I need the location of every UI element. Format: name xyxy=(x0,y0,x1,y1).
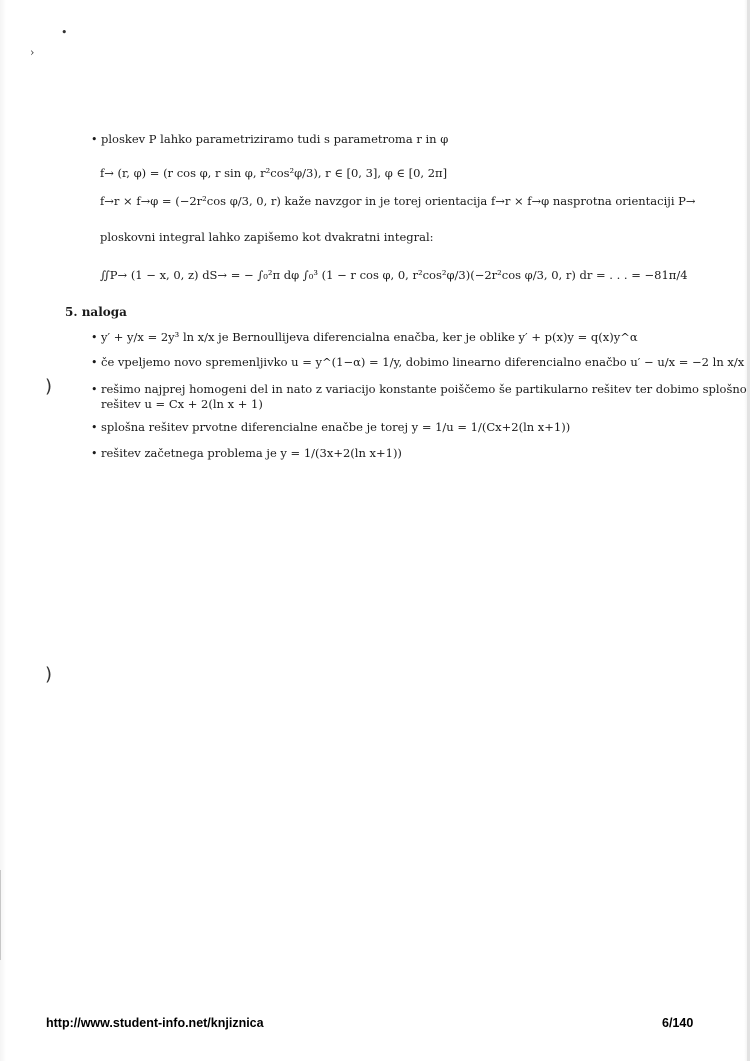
equation-cross-product: f→r × f→φ = (−2r²cos φ/3, 0, r) kaže navzgor in je torej orientacija f→r × f→φ nasprotna orientaciji P→ xyxy=(100,194,696,208)
scan-mark-left: › xyxy=(30,46,35,59)
task5-item: y′ + y/x = 2y³ ln x/x je Bernoullijeva diferencialna enačba, ker je oblike y′ + p(x)y = q(x)y^α xyxy=(101,330,638,344)
margin-paren-2: ) xyxy=(45,664,53,685)
scan-edge-line xyxy=(0,870,1,960)
footer-url-link[interactable]: http://www.student-info.net/knjiznica xyxy=(46,1016,264,1030)
task5-item-continued: rešitev u = Cx + 2(ln x + 1) xyxy=(101,397,263,411)
page-number: 6/140 xyxy=(662,1016,694,1030)
task5-item: splošna rešitev prvotne diferencialne enačbe je torej y = 1/u = 1/(Cx+2(ln x+1)) xyxy=(101,420,571,434)
bullet-marker: • xyxy=(91,447,98,460)
integral-intro: ploskovni integral lahko zapišemo kot dvakratni integral: xyxy=(100,230,434,244)
margin-paren-1: ) xyxy=(45,376,53,397)
bullet-marker: • xyxy=(91,356,98,369)
scan-mark-top: • xyxy=(61,26,68,39)
task5-item: če vpeljemo novo spremenljivko u = y^(1−α) = 1/y, dobimo linearno diferencialno enačbo u′ − u/x = −2 ln x/x xyxy=(101,355,745,369)
bullet-marker: • xyxy=(91,331,98,344)
task5-item: rešitev začetnega problema je y = 1/(3x+2(ln x+1)) xyxy=(101,446,402,460)
bullet-marker: • xyxy=(91,383,98,396)
parametrization-intro: ploskev P lahko parametriziramo tudi s parametroma r in φ xyxy=(101,132,449,146)
task5-heading: 5. naloga xyxy=(65,305,127,319)
bullet-marker: • xyxy=(91,421,98,434)
equation-double-integral: ∬P→ (1 − x, 0, z) dS→ = − ∫₀²π dφ ∫₀³ (1 − r cos φ, 0, r²cos²φ/3)(−2r²cos φ/3, 0, r) dr = . . . = −81π/4 xyxy=(100,268,688,282)
task5-item: rešimo najprej homogeni del in nato z variacijo konstante poiščemo še partikularno rešitev ter dobimo splošno xyxy=(101,382,747,396)
bullet-marker: • xyxy=(91,133,98,146)
equation-parametrization: f→ (r, φ) = (r cos φ, r sin φ, r²cos²φ/3), r ∈ [0, 3], φ ∈ [0, 2π] xyxy=(100,166,448,180)
